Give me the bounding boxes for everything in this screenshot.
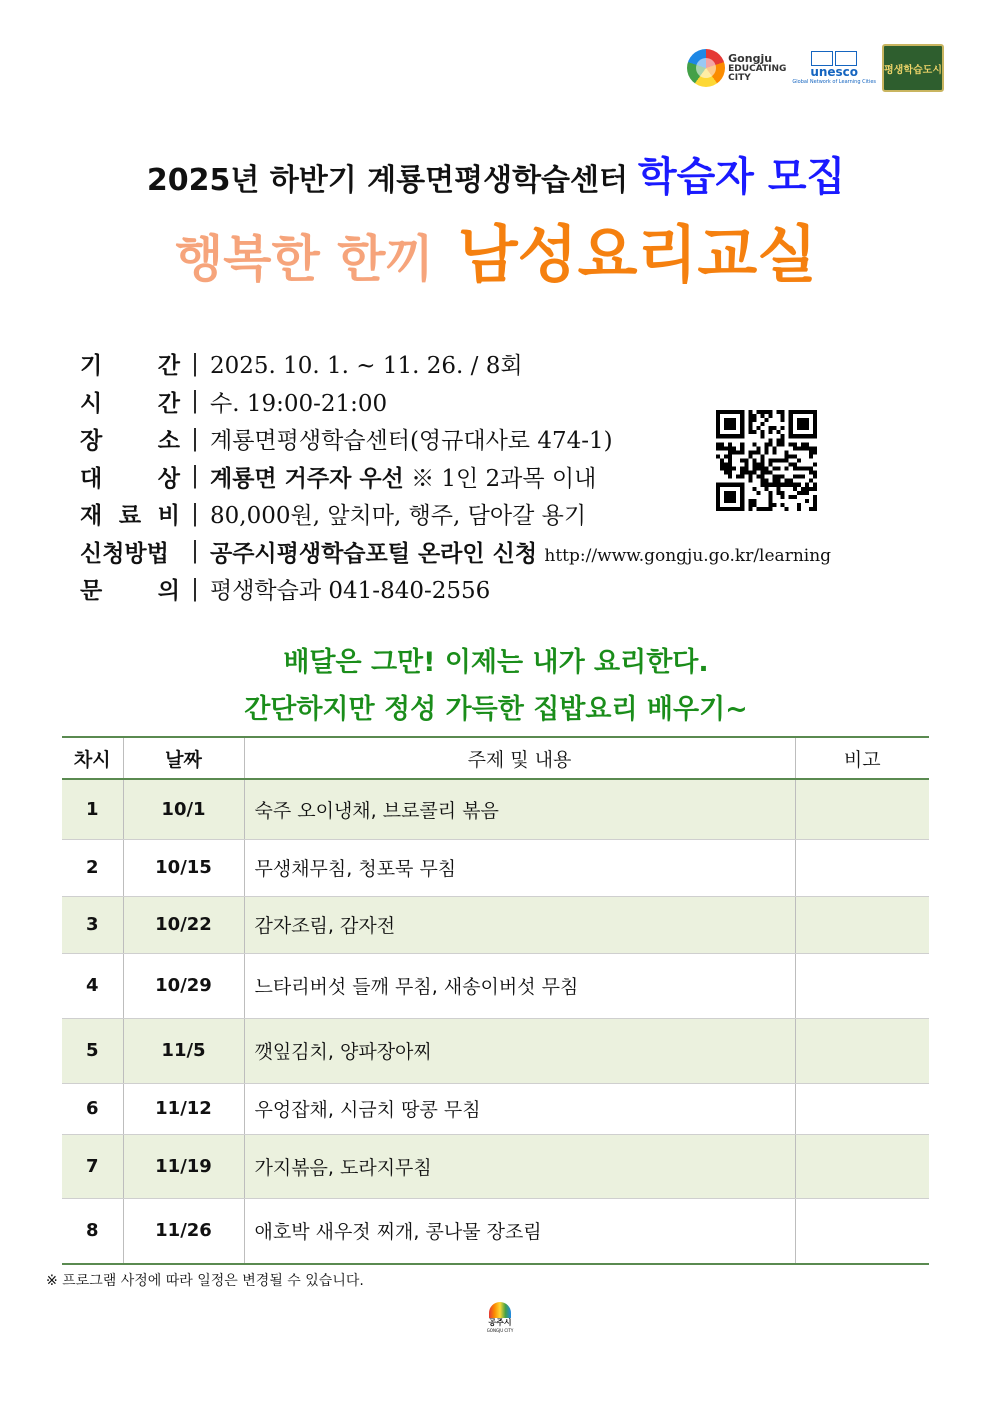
unesco-temple-icon <box>811 51 857 66</box>
cell-note <box>795 1198 929 1264</box>
table-row <box>62 1018 929 1083</box>
header-note: 비고 <box>795 737 929 779</box>
cell-date: 11/12 <box>123 1083 244 1134</box>
gongju-rainbow-icon <box>687 49 725 87</box>
info-separator: | <box>191 463 199 490</box>
info-label: 문 의 <box>80 577 180 605</box>
title-line-1-highlight: 학습자 모집 <box>637 154 846 200</box>
cell-topic: 깻잎김치, 양파장아찌 <box>244 1018 795 1083</box>
info-separator: | <box>191 350 199 377</box>
header-topic: 주제 및 내용 <box>244 737 795 779</box>
info-value: 80,000원, 앞치마, 행주, 담아갈 용기 <box>210 503 587 530</box>
cell-topic: 감자조림, 감자전 <box>244 896 795 953</box>
header-session: 차시 <box>62 737 123 779</box>
cell-topic: 가지볶음, 도라지무침 <box>244 1134 795 1198</box>
table-row <box>62 896 929 953</box>
info-value: 수. 19:00-21:00 <box>210 390 388 417</box>
cell-session: 4 <box>62 953 123 1018</box>
unesco-word: unesco <box>810 65 859 79</box>
gongju-logo-sub1: EDUCATING <box>728 64 787 74</box>
cell-topic: 무생채무침, 청포묵 무침 <box>244 839 795 896</box>
table-row <box>62 1198 929 1264</box>
info-label: 장 소 <box>80 427 180 455</box>
cell-note <box>795 1018 929 1083</box>
info-label: 신청방법 <box>80 539 169 567</box>
footer-note: ※ 프로그램 사정에 따라 일정은 변경될 수 있습니다. <box>46 1273 364 1289</box>
gongju-arch-icon <box>489 1302 511 1318</box>
cell-session: 3 <box>62 896 123 953</box>
unesco-logo <box>792 51 876 85</box>
table-row <box>62 839 929 896</box>
cell-note <box>795 1134 929 1198</box>
cell-date: 10/15 <box>123 839 244 896</box>
title-line-2 <box>0 205 992 294</box>
unesco-sub: Global Network of Learning Cities <box>792 79 876 85</box>
cell-session: 2 <box>62 839 123 896</box>
cell-session: 1 <box>62 779 123 839</box>
header-logos <box>687 44 944 92</box>
info-separator: | <box>191 538 199 565</box>
cell-note <box>795 839 929 896</box>
slogan-line-2: 간단하지만 정성 가득한 집밥요리 배우기~ <box>244 694 748 725</box>
info-label: 재 료 비 <box>80 502 180 530</box>
gongju-logo-text: Gongju <box>728 52 773 65</box>
cell-note <box>795 779 929 839</box>
table-row <box>62 1083 929 1134</box>
gongju-city-logo-sub: GONGJU CITY <box>486 1328 514 1333</box>
cell-date: 11/26 <box>123 1198 244 1264</box>
gongju-city-logo <box>485 1302 515 1333</box>
info-label: 대 상 <box>80 464 180 492</box>
badge-text: 평생학습도시 <box>884 64 942 76</box>
info-separator: | <box>191 500 199 527</box>
info-value: 평생학습과 041-840-2556 <box>210 578 491 605</box>
info-value: 계룡면평생학습센터(영규대사로 474-1) <box>210 428 613 455</box>
gongju-city-logo-text: 공주시 <box>488 1318 512 1327</box>
slogan-line-1: 배달은 그만! 이제는 내가 요리한다. <box>283 647 709 678</box>
cell-note <box>795 1083 929 1134</box>
info-value: 2025. 10. 1. ~ 11. 26. / 8회 <box>210 353 523 380</box>
cell-date: 10/1 <box>123 779 244 839</box>
info-label: 기 간 <box>80 352 180 380</box>
lifelong-learning-city-badge <box>882 44 944 92</box>
schedule-table <box>62 736 929 1265</box>
cell-topic: 우엉잡채, 시금치 땅콩 무침 <box>244 1083 795 1134</box>
table-row <box>62 1134 929 1198</box>
info-row-apply <box>80 533 831 571</box>
cell-session: 8 <box>62 1198 123 1264</box>
cell-topic: 애호박 새우젓 찌개, 콩나물 장조림 <box>244 1198 795 1264</box>
info-separator: | <box>191 575 199 602</box>
cell-date: 11/5 <box>123 1018 244 1083</box>
cell-date: 10/22 <box>123 896 244 953</box>
cell-topic: 느타리버섯 들깨 무침, 새송이버섯 무침 <box>244 953 795 1018</box>
info-row-period <box>80 345 831 383</box>
cell-note <box>795 896 929 953</box>
gongju-educating-city-logo <box>687 49 786 87</box>
gongju-logo-sub2: CITY <box>728 73 751 83</box>
info-label: 시 간 <box>80 389 180 417</box>
table-row <box>62 953 929 1018</box>
header-date: 날짜 <box>123 737 244 779</box>
cell-date: 11/19 <box>123 1134 244 1198</box>
qr-code-icon[interactable] <box>716 410 817 511</box>
cell-topic: 숙주 오이냉채, 브로콜리 볶음 <box>244 779 795 839</box>
cell-note <box>795 953 929 1018</box>
title-line-2-sub: 행복한 한끼 <box>174 230 434 288</box>
info-separator: | <box>191 425 199 452</box>
cell-session: 7 <box>62 1134 123 1198</box>
cell-date: 10/29 <box>123 953 244 1018</box>
title-line-1-main: 2025년 하반기 계룡면평생학습센터 <box>146 163 628 198</box>
cell-session: 5 <box>62 1018 123 1083</box>
apply-url-link[interactable]: http://www.gongju.go.kr/learning <box>544 545 832 566</box>
info-separator: | <box>191 388 199 415</box>
info-row-inquiry <box>80 570 831 608</box>
title-line-1 <box>0 145 992 202</box>
title-line-2-main: 남성요리교실 <box>457 218 818 291</box>
table-header-row <box>62 737 929 779</box>
info-value: 계룡면 거주자 우선 ※ 1인 2과목 이내 <box>210 464 597 492</box>
info-value: 공주시평생학습포털 온라인 신청 http://www.gongju.go.kr/learning <box>210 539 832 567</box>
cell-session: 6 <box>62 1083 123 1134</box>
table-row <box>62 779 929 839</box>
